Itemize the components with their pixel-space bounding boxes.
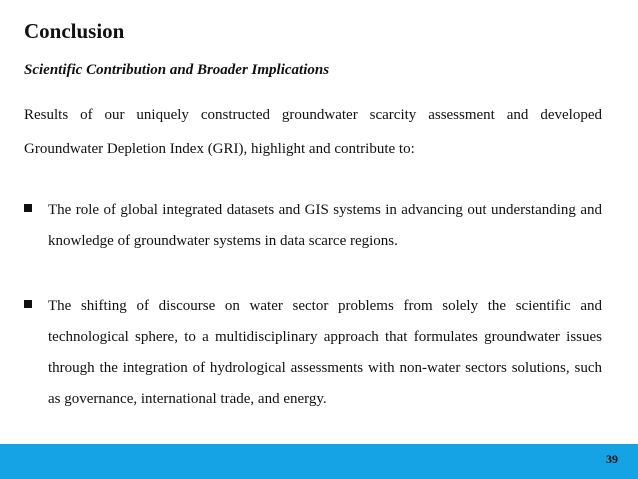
footer-bar	[0, 444, 638, 479]
bullet-text: The shifting of discourse on water sector problems from solely the scientific and technological sphere, to a multidisciplinary approach that formulates groundwater issues through the integration of hydrological assessments with non-water sectors solutions, such as governance, international trade, and energy.	[48, 298, 602, 407]
slide-subtitle: Scientific Contribution and Broader Implications	[24, 62, 330, 78]
page-number: 39	[606, 452, 618, 466]
square-bullet-icon	[24, 204, 32, 212]
slide-title: Conclusion	[24, 19, 125, 43]
bullet-item	[24, 291, 602, 415]
bullet-item	[24, 195, 602, 257]
square-bullet-icon	[24, 300, 32, 308]
bullet-text: The role of global integrated datasets and GIS systems in advancing out understanding and knowledge of groundwater systems in data scarce regions.	[48, 202, 602, 249]
intro-paragraph: Results of our uniquely constructed groundwater scarcity assessment and developed Groundwater Depletion Index (GRI), highlight and contribute to:	[24, 107, 602, 157]
